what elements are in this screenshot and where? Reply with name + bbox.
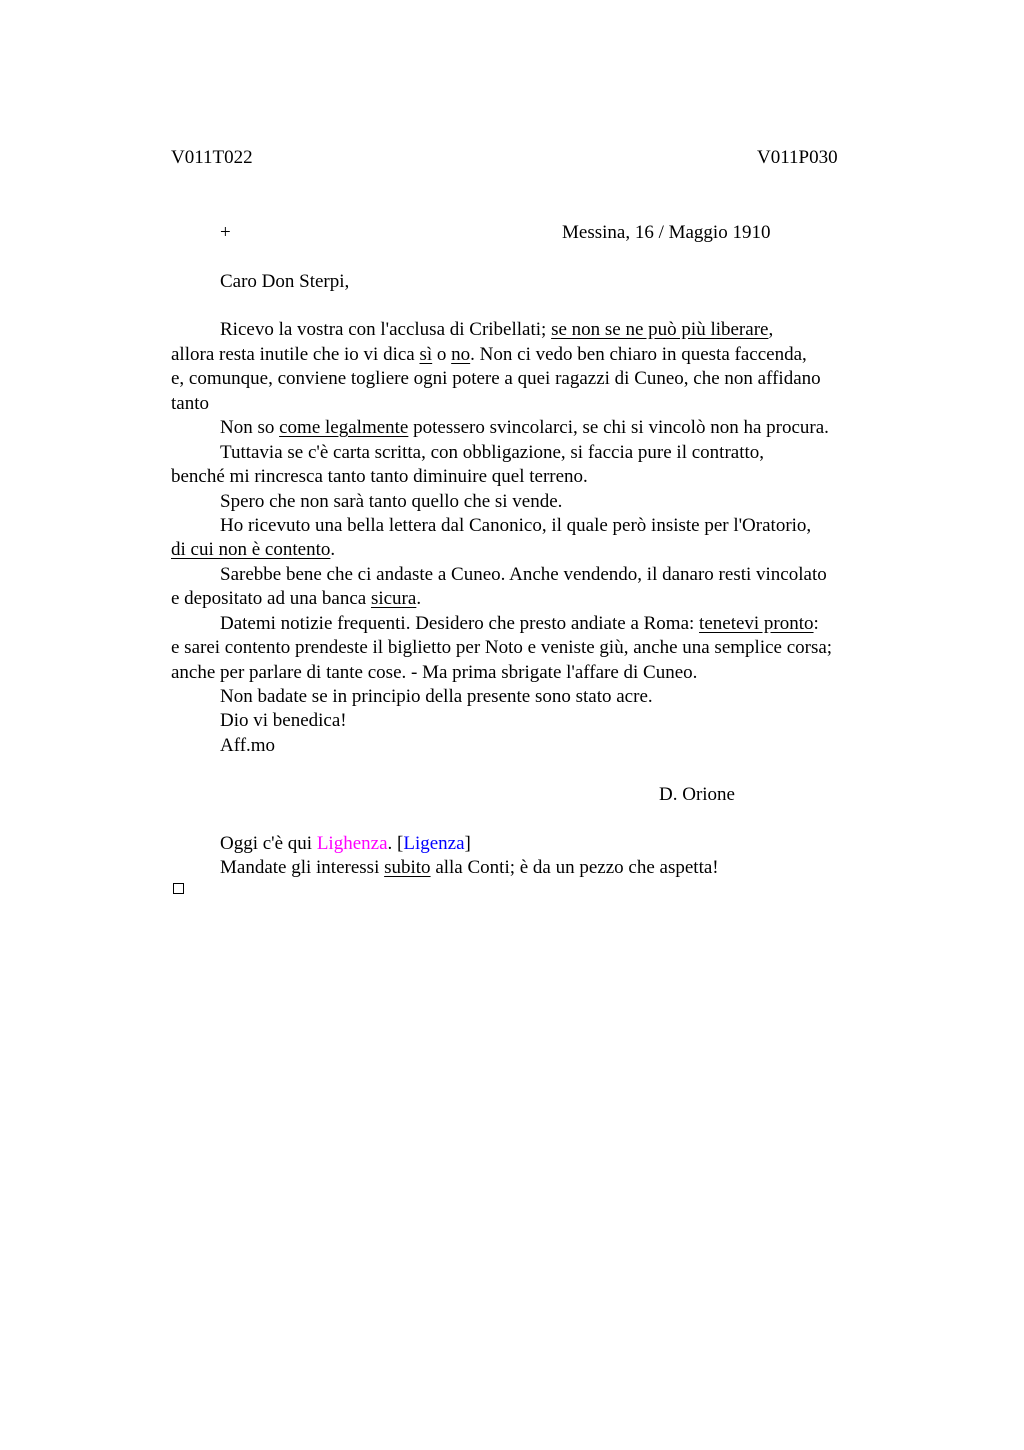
text: alla Conti; è da un pezzo che aspetta! — [430, 857, 719, 878]
text: . [ — [387, 833, 404, 854]
text: benché mi rincresca tanto tanto diminuire quel terreno. — [171, 466, 588, 487]
text: allora resta inutile che io vi dica — [171, 344, 420, 365]
letter-line-6 — [220, 441, 764, 465]
text: potessero svincolarci, se chi si vincolò non ha procura. — [408, 417, 829, 438]
postscript-line-2 — [220, 856, 719, 880]
end-marker-icon — [173, 883, 184, 894]
text: Datemi notizie frequenti. Desidero che presto andiate a Roma: — [220, 613, 700, 634]
underlined-text: no — [451, 344, 471, 365]
letter-line-8 — [220, 490, 562, 514]
text: . — [416, 588, 422, 609]
letter-line-12 — [171, 587, 421, 611]
letter-line-10 — [171, 538, 335, 562]
place-date: Messina, 16 / Maggio 1910 — [562, 222, 771, 243]
cross-mark: + — [220, 222, 231, 243]
text: tanto — [171, 393, 209, 414]
text: Oggi c'è qui — [220, 833, 317, 854]
postscript-line-1 — [220, 832, 471, 856]
underlined-text: subito — [384, 857, 431, 878]
letter-line-15 — [171, 661, 697, 685]
correction-name: Ligenza — [403, 833, 465, 854]
text: . Non ci vedo ben chiaro in questa faccenda, — [470, 344, 807, 365]
letter-line-7 — [171, 465, 588, 489]
text: Dio vi benedica! — [220, 710, 347, 731]
letter-line-3 — [171, 367, 821, 391]
text: anche per parlare di tante cose. - Ma prima sbrigate l'affare di Cuneo. — [171, 662, 698, 683]
letter-line-18 — [220, 734, 275, 758]
letter-line-17 — [220, 709, 347, 733]
letter-line-4 — [171, 392, 209, 416]
text: : — [813, 613, 819, 634]
text: e depositato ad una banca — [171, 588, 371, 609]
underlined-text: tenetevi pronto — [699, 613, 814, 634]
text: Aff.mo — [220, 735, 276, 756]
underlined-text: sì — [419, 344, 433, 365]
letter-line-5 — [220, 416, 829, 440]
text: Non badate se in principio della presente sono stato acre. — [220, 686, 653, 707]
header-left-code: V011T022 — [171, 147, 253, 168]
text: Ho ricevuto una bella lettera dal Canonico, il quale però insiste per l'Oratorio, — [220, 515, 812, 536]
letter-line-16 — [220, 685, 653, 709]
text: e sarei contento prendeste il biglietto per Noto e veniste giù, anche una semplice corsa; — [171, 637, 833, 658]
text: o — [432, 344, 452, 365]
letter-line-11 — [220, 563, 827, 587]
signature: D. Orione — [659, 784, 735, 805]
text: , — [768, 319, 774, 340]
text: Non so — [220, 417, 280, 438]
salutation: Caro Don Sterpi, — [220, 271, 350, 292]
text: ] — [464, 833, 471, 854]
underlined-text: se non se ne può più liberare — [551, 319, 769, 340]
underlined-text: sicura — [370, 588, 417, 609]
text: Mandate gli interessi — [220, 857, 385, 878]
letter-line-13 — [220, 612, 819, 636]
header-right-code: V011P030 — [757, 147, 838, 168]
text: Ricevo la vostra con l'acclusa di Cribellati; — [220, 319, 552, 340]
text: e, comunque, conviene togliere ogni potere a quei ragazzi di Cuneo, che non affidano — [171, 368, 821, 389]
variant-name: Lighenza — [316, 833, 388, 854]
letter-line-14 — [171, 636, 832, 660]
underlined-text: come legalmente — [279, 417, 409, 438]
text: . — [330, 539, 336, 560]
letter-line-1 — [220, 318, 773, 342]
letter-line-2 — [171, 343, 807, 367]
text: Sarebbe bene che ci andaste a Cuneo. Anche vendendo, il danaro resti vincolato — [220, 564, 827, 585]
underlined-text: di cui non è contento — [171, 539, 331, 560]
text: Tuttavia se c'è carta scritta, con obbligazione, si faccia pure il contratto, — [220, 442, 765, 463]
text: Spero che non sarà tanto quello che si vende. — [220, 491, 563, 512]
letter-line-9 — [220, 514, 811, 538]
